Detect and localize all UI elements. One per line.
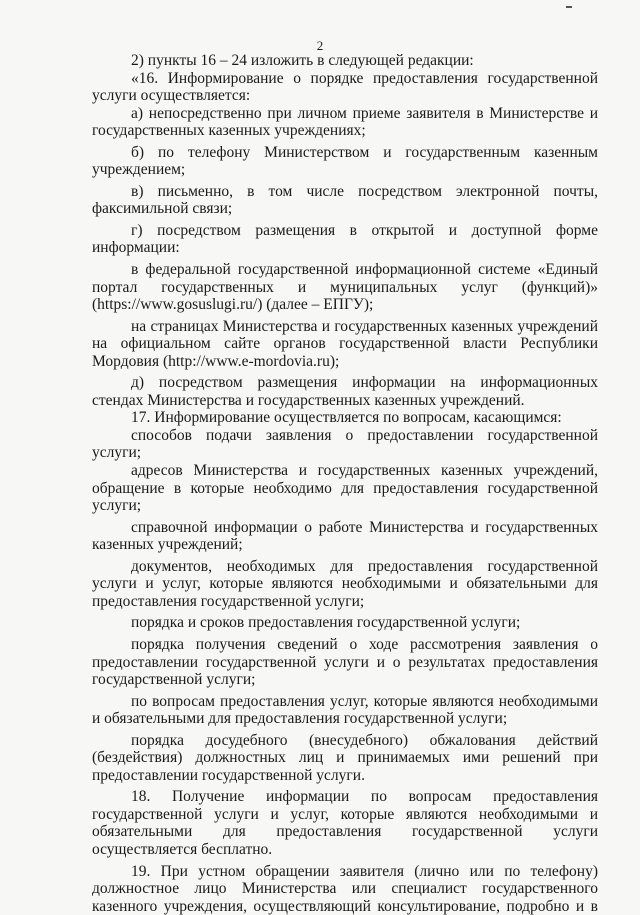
paragraph-18: 18. Получение информации по вопросам предоставления государственной услуги и услуг, которые являются необходимыми и обязательными для предоставления государственной услуги осуществляется бесплатно. (92, 788, 598, 858)
page-number: 2 (316, 38, 324, 53)
paragraph-16-intro: «16. Информирование о порядке предоставления государственной услуги осуществляется: (92, 69, 598, 105)
paragraph-16-d: д) посредством размещения информации на информационных стендах Министерства и государственных казенных учреждений. (92, 374, 598, 409)
paragraph-17-item-6: порядка получения сведений о ходе рассмотрения заявления о предоставлении государственной услуги и о результатах предоставления государственной услуги; (92, 635, 598, 689)
paragraph-17-item-7: по вопросам предоставления услуг, которые являются необходимыми и обязательными для предоставления государственной услуги; (92, 692, 598, 728)
paragraph-17-item-8: порядка досудебного (внесудебного) обжалования действий (бездействия) должностных лиц и принимаемых ими решений при предоставлении государственной услуги. (92, 731, 598, 784)
paragraph-19: 19. При устном обращении заявителя (лично или по телефону) должностное лицо Министерства или специалист государственного казенного учреждения, осуществляющий консультирование, подробно и в (92, 862, 598, 915)
scan-mark (566, 6, 572, 8)
paragraph-16-epgu: в федеральной государственной информационной системе «Единый портал государственных и муниципальных услуг (функций)» (https://www.gosuslugi.ru/) (далее – ЕПГУ); (92, 261, 598, 314)
paragraph-16-b: б) по телефону Министерством и государственным казенным учреждением; (92, 143, 598, 179)
paragraph-16-website: на страницах Министерства и государственных казенных учреждений на официальном сайте органов государственной власти Республики Мордовия (http://www.e-mordovia.ru); (92, 317, 598, 370)
paragraph-17-item-1: способов подачи заявления о предоставлении государственной услуги; (92, 426, 598, 462)
paragraph-17-item-5: порядка и сроков предоставления государственной услуги; (131, 614, 521, 632)
paragraph-17-item-2: адресов Министерства и государственных казенных учреждений, обращение в которые необходимо для предоставления государственной услуги; (92, 462, 598, 515)
paragraph-17-intro: 17. Информирование осуществляется по вопросам, касающимся: (131, 409, 562, 427)
paragraph-17-item-4: документов, необходимых для предоставления государственной услуги и услуг, которые являются необходимыми и обязательными для предоставления государственной услуги; (92, 557, 598, 610)
paragraph-16-g: г) посредством размещения в открытой и доступной форме информации: (92, 221, 598, 257)
paragraph-amendment-intro: 2) пункты 16 – 24 изложить в следующей редакции: (131, 52, 474, 69)
paragraph-17-item-3: справочной информации о работе Министерства и государственных казенных учреждений; (92, 518, 598, 554)
paragraph-16-v: в) письменно, в том числе посредством электронной почты, факсимильной связи; (92, 182, 598, 218)
paragraph-16-a: а) непосредственно при личном приеме заявителя в Министерстве и государственных казенных учреждениях; (92, 104, 598, 140)
document-body (92, 52, 598, 915)
